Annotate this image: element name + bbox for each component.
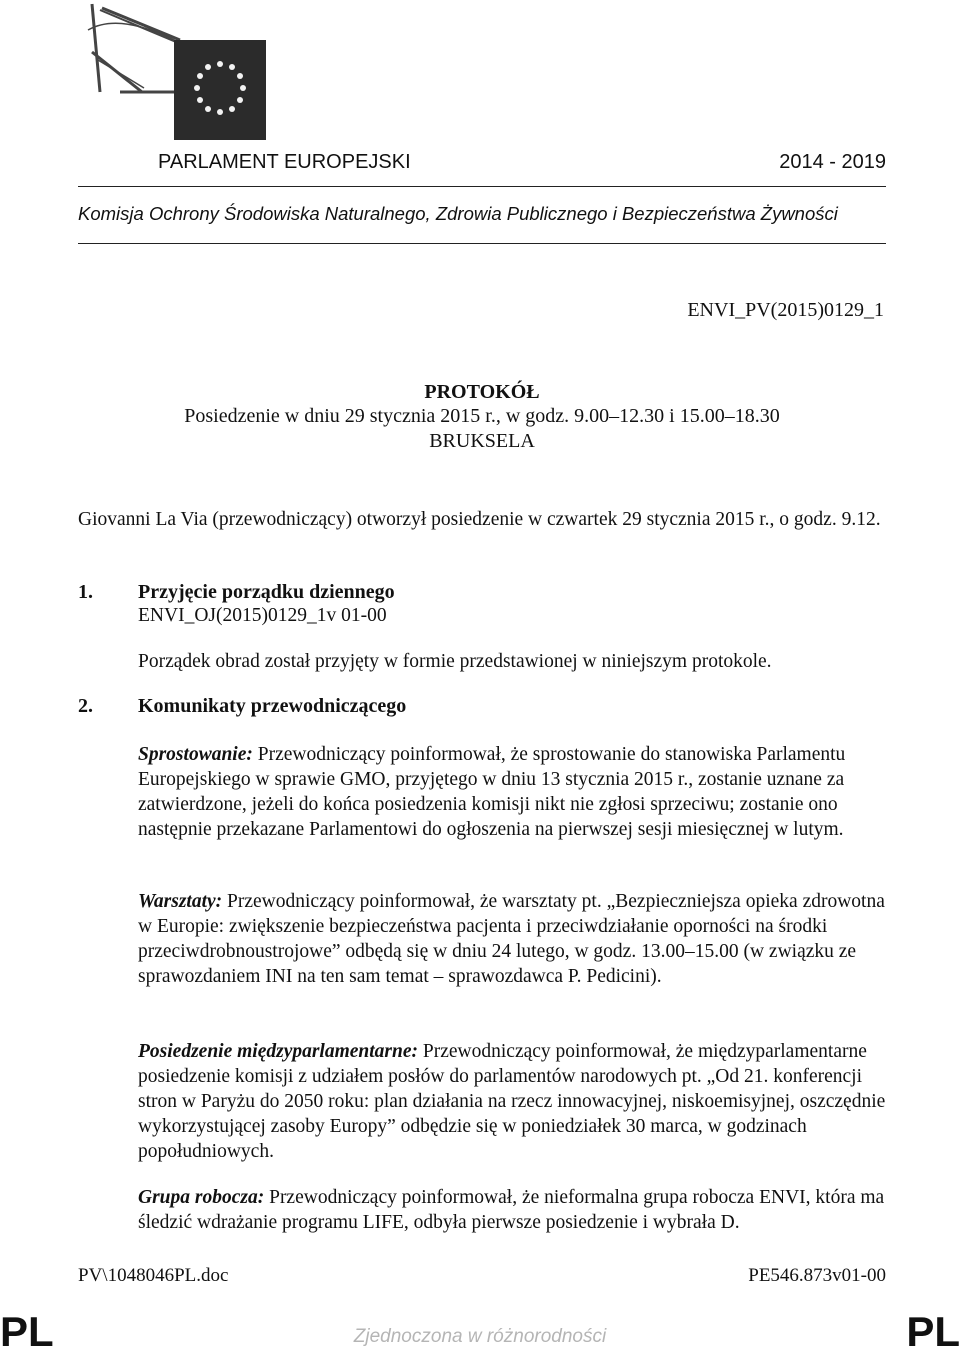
announcement-text: Przewodniczący poinformował, że międzyparlamentarne posiedzenie komisji z udziałem posłów do parlamentów narodowych pt. „Od 21. konferencji stron w Paryżu do 2050 roku: plan działania na rzecz innowacyjnej, niskoemisyjnej, oszczędnie wykorzystującej zasoby Europy” odbędzie się w poniedziałek 30 marca, w godzinach popołudniowych. bbox=[138, 1041, 886, 1162]
committee-name: Komisja Ochrony Środowiska Naturalnego, Zdrowia Publicznego i Bezpieczeństwa Żywności bbox=[78, 203, 838, 224]
meeting-place: BRUKSELA bbox=[429, 430, 535, 452]
announcement-text: Przewodniczący poinformował, że nieformalna grupa robocza ENVI, która ma śledzić wdrażanie programu LIFE, odbyła pierwsze posiedzenie i wybrała D. bbox=[138, 1187, 885, 1233]
committee-divider bbox=[78, 243, 886, 244]
item-number: 2. bbox=[78, 695, 93, 717]
parliamentary-term: 2014 - 2019 bbox=[779, 151, 886, 173]
announcement-paragraph bbox=[138, 742, 886, 842]
opening-paragraph: Giovanni La Via (przewodniczący) otworzył posiedzenie w czwartek 29 stycznia 2015 r., o godz. 9.12. bbox=[78, 509, 881, 530]
pe-reference: PE546.873v01-00 bbox=[748, 1265, 886, 1286]
announcement-lead: Posiedzenie międzyparlamentarne: bbox=[138, 1041, 419, 1062]
file-name: PV\1048046PL.doc bbox=[78, 1265, 229, 1286]
item-title: Komunikaty przewodniczącego bbox=[138, 695, 407, 717]
item-text: Porządek obrad został przyjęty w formie przedstawionej w niniejszym protokole. bbox=[138, 651, 772, 672]
meeting-datetime: Posiedzenie w dniu 29 stycznia 2015 r., w godz. 9.00–12.30 i 15.00–18.30 bbox=[184, 405, 780, 427]
announcement-lead: Warsztaty: bbox=[138, 891, 223, 912]
item-reference: ENVI_OJ(2015)0129_1v 01-00 bbox=[138, 605, 387, 626]
language-code-right: PL bbox=[906, 1308, 960, 1355]
announcement-paragraph bbox=[138, 1039, 886, 1164]
language-code-left: PL bbox=[0, 1308, 54, 1355]
institution-name: PARLAMENT EUROPEJSKI bbox=[158, 151, 411, 173]
announcement-text: Przewodniczący poinformował, że warsztaty pt. „Bezpieczniejsza opieka zdrowotna w Europie: zwiększenie bezpieczeństwa pacjenta i przeciwdziałanie oporności na środki przeciwdrobnoustrojowe” odbędą się w dniu 24 lutego, w godz. 13.00–15.00 (w związku ze sprawozdaniem INI na ten sam temat – sprawozdawca P. Pedicini). bbox=[138, 891, 885, 987]
announcement-paragraph bbox=[138, 889, 886, 989]
item-title: Przyjęcie porządku dziennego bbox=[138, 581, 395, 603]
eu-motto: Zjednoczona w różnorodności bbox=[353, 1326, 607, 1347]
document-title: PROTOKÓŁ bbox=[424, 381, 540, 403]
document-reference: ENVI_PV(2015)0129_1 bbox=[687, 299, 884, 321]
ep-logo bbox=[80, 0, 270, 148]
header-divider bbox=[78, 186, 886, 187]
announcement-text: Przewodniczący poinformował, że sprostowanie do stanowiska Parlamentu Europejskiego w sprawie GMO, przyjętego w dniu 13 stycznia 2015 r., zostanie uznane za zatwierdzone, jeżeli do końca posiedzenia komisji nikt nie zgłosi sprzeciwu; zostanie ono następnie przekazane Parlamentowi do ogłoszenia na pierwszej sesji miesięcznej w lutym. bbox=[138, 744, 846, 840]
announcement-paragraph bbox=[138, 1185, 886, 1235]
announcement-lead: Sprostowanie: bbox=[138, 744, 253, 765]
item-number: 1. bbox=[78, 581, 93, 603]
announcement-lead: Grupa robocza: bbox=[138, 1187, 265, 1208]
